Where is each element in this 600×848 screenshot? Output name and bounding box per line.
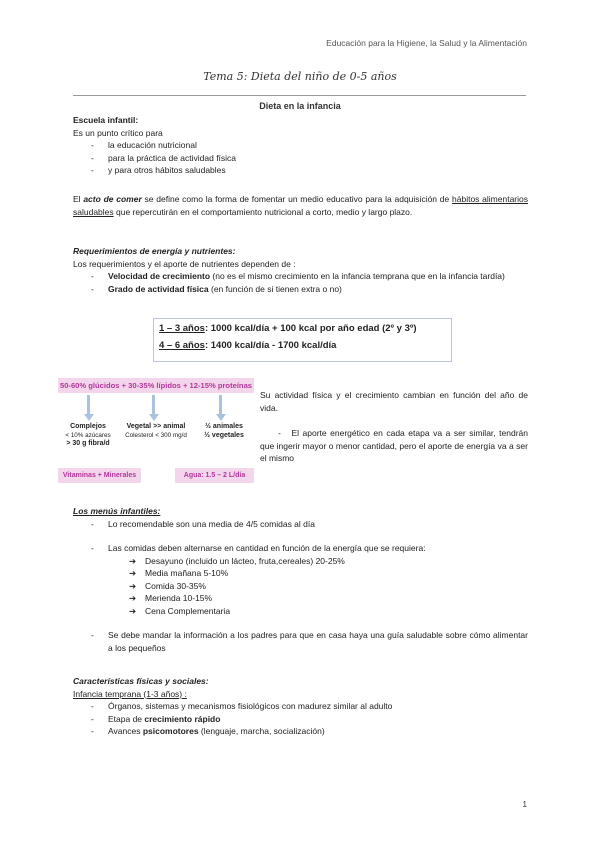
menus-sub-item: ➔ Merienda 10-15%	[129, 593, 213, 603]
menus-item: - Se debe mandar la información a los padres para que en casa haya una guía saludable sobre cómo alimentar a los pequeños	[91, 630, 528, 653]
menus-sub-item: ➔ Cena Complementaria	[129, 605, 231, 616]
arrow-stem	[219, 395, 222, 414]
menus-heading: Los menús infantiles:	[73, 506, 161, 516]
escuela-section	[73, 114, 528, 177]
arrow-right-icon: ➔	[129, 555, 137, 566]
caracteristicas-heading: Características físicas y sociales:	[73, 676, 209, 686]
section-title: Dieta en la infancia	[259, 101, 341, 111]
macro-col-lipidos: Vegetal >> animal Colesterol < 300 mg/d	[125, 423, 187, 439]
arrow-right-icon: ➔	[129, 605, 137, 616]
caracteristicas-item: - Órganos, sistemas y mecanismos fisiológicos con madurez similar al adulto	[91, 701, 393, 711]
caracteristicas-item: - Avances psicomotores (lenguaje, marcha, socialización)	[91, 726, 325, 736]
running-header: Educación para la Higiene, la Salud y la Alimentación	[326, 38, 527, 48]
macro-col-proteinas: ½ animales ½ vegetales	[204, 423, 244, 439]
side-text-1: Su actividad física y el crecimiento cambian en función del año de vida.	[260, 390, 528, 413]
escuela-heading: Escuela infantil:	[73, 115, 139, 125]
escuela-intro: Es un punto crítico para	[73, 127, 163, 138]
caracteristicas-section	[73, 675, 528, 738]
caracteristicas-item: - Etapa de crecimiento rápido	[91, 713, 221, 724]
arrow-right-icon: ➔	[129, 580, 137, 591]
requerimientos-item: - Grado de actividad física (en función de si tienen extra o no)	[91, 283, 342, 294]
arrow-stem	[87, 395, 90, 414]
arrow-stem	[152, 395, 155, 414]
vitaminas-box: Vitaminas + Minerales	[58, 468, 141, 483]
arrow-down-icon	[149, 414, 159, 421]
macro-col-glucidos: Complejos < 10% azúcares > 30 g fibra/d	[65, 423, 111, 447]
agua-box: Agua: 1.5 – 2 L/día	[175, 468, 254, 483]
side-text-2: - El aporte energético en cada etapa va a ser similar, tendrán que ingerir mayor o menor cantidad, pero el aporte de energía va a ser el mismo	[260, 428, 528, 463]
acto-paragraph: El acto de comer se define como la forma de fomentar un medio educativo para la adquisición de hábitos alimentarios saludables que repercutirán en el comportamiento nutricional a corto, medio y largo plazo.	[73, 194, 529, 217]
escuela-item: - para la práctica de actividad física	[91, 152, 237, 163]
page-number: 1	[522, 800, 527, 809]
arrow-down-icon	[216, 414, 226, 421]
menus-section	[73, 505, 528, 654]
escuela-item: - la educación nutricional	[91, 140, 197, 150]
kcal-line-1: 1 – 3 años: 1000 kcal/día + 100 kcal por año edad (2º y 3º)	[159, 323, 417, 334]
arrow-right-icon: ➔	[129, 568, 137, 578]
requerimientos-section	[73, 245, 528, 295]
macro-diagram	[58, 378, 254, 488]
kcal-box	[153, 318, 452, 362]
escuela-item: - y para otros hábitos saludables	[91, 165, 226, 175]
macro-banner: 50-60% glúcidos + 30-35% lípidos + 12-15% proteínas	[58, 378, 254, 393]
acto-emphasis: acto de comer	[83, 194, 142, 204]
caracteristicas-subheading: Infancia temprana (1-3 años) :	[73, 688, 187, 699]
requerimientos-intro: Los requerimientos y el aporte de nutrientes dependen de :	[73, 258, 296, 269]
menus-sub-item: ➔ Comida 30-35%	[129, 580, 206, 591]
requerimientos-item: - Velocidad de crecimiento (no es el mismo crecimiento en la infancia temprana que en la infancia tardía)	[91, 271, 505, 281]
title-rule	[73, 95, 526, 96]
menus-sub-item: ➔ Media mañana 5-10%	[129, 568, 229, 578]
menus-item: - Lo recomendable son una media de 4/5 comidas al día	[91, 518, 315, 529]
acto-underline: hábitos alimentarios saludables	[73, 194, 529, 217]
requerimientos-heading: Requerimientos de energía y nutrientes:	[73, 246, 236, 256]
arrow-right-icon: ➔	[129, 593, 137, 603]
document-title: Tema 5: Dieta del niño de 0-5 años	[203, 70, 397, 83]
menus-sub-item: ➔ Desayuno (incluido un lácteo, fruta,cereales) 20-25%	[129, 555, 345, 566]
kcal-line-2: 4 – 6 años: 1400 kcal/día - 1700 kcal/día	[159, 340, 337, 351]
menus-item: - Las comidas deben alternarse en cantidad en función de la energía que se requiera:	[91, 543, 426, 553]
arrow-down-icon	[84, 414, 94, 421]
